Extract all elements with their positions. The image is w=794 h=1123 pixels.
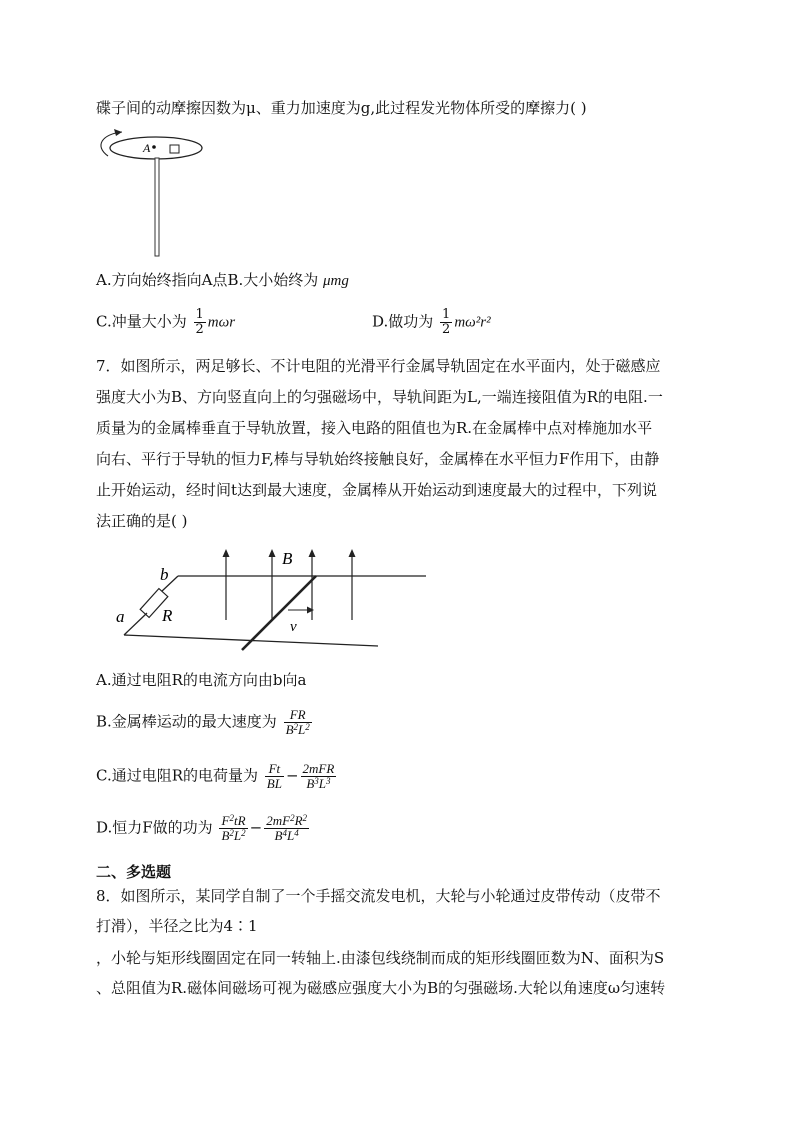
fraction: $\frac{1}{2}$	[442, 307, 451, 337]
label-b: b	[160, 565, 169, 584]
q7-line-5: 止开始运动，经时间t达到最大速度，金属棒从开始运动到速度最大的过程中，下列说	[96, 481, 658, 499]
q7-line-4: 向右、平行于导轨的恒力F,棒与导轨始终接触良好，金属棒在水平恒力F作用下，由静	[96, 450, 660, 468]
q7-option-b: B.金属棒运动的最大速度为 $\frac{FR}{B^2L^2}$	[96, 707, 310, 737]
fraction: $\frac{FR}{B^2L^2}$	[285, 707, 310, 737]
q8-line-3: ，小轮与矩形线圈固定在同一转轴上.由漆包线绕制而成的矩形线圈匝数为N、面积为S	[96, 949, 665, 967]
q6-turntable-figure	[94, 128, 214, 260]
q8-line-1: 8．如图所示，某同学自制了一个手摇交流发电机，大轮与小轮通过皮带传动（皮带不	[96, 887, 661, 905]
point-a-label: A	[143, 141, 151, 155]
fraction: $\frac{2mF^2R^2}{B^4L^4}$	[266, 813, 308, 843]
q7-line-2: 强度大小为B、方向竖直向上的匀强磁场中，导轨间距为L,一端连接阻值为R的电阻.一	[96, 388, 663, 406]
q6-option-c: C.冲量大小为 $\frac{1}{2}$ mωr	[96, 307, 236, 337]
label-r: R	[162, 606, 173, 625]
q6-option-b-expr: μmg	[323, 273, 349, 289]
fraction: $\frac{F^2tR}{B^2L^2}$	[221, 813, 246, 843]
q8-line-2: 打滑），半径之比为4∶1	[96, 917, 258, 935]
q7-line-3: 质量为的金属棒垂直于导轨放置，接入电路的阻值也为R.在金属棒中点对棒施加水平	[96, 419, 653, 437]
q7-rail-figure	[112, 540, 432, 652]
fraction: $\frac{Ft}{BL}$	[266, 761, 282, 791]
q7-option-a: A.通过电阻R的电流方向由b向a	[96, 671, 307, 689]
q7-option-c: C.通过电阻R的电荷量为 $\frac{Ft}{BL}$ − $\frac{\text{2mFR}}{B^3L^3}$	[96, 761, 335, 791]
q7-option-d: D.恒力F做的功为 $\frac{F^2tR}{B^2L^2}$ − $\frac{2mF^2R^2}{B^4L^4}$	[96, 813, 308, 843]
q6-option-b-prefix: B.大小始终为	[227, 271, 319, 289]
section-title-multiple-choice: 二、多选题	[96, 863, 172, 881]
fraction: $\frac{\text{2mFR}}{B^3L^3}$	[302, 761, 335, 791]
label-field-b: B	[282, 549, 293, 568]
label-velocity: v	[290, 619, 297, 635]
q7-line-1: 7．如图所示，两足够长、不计电阻的光滑平行金属导轨固定在水平面内，处于磁感应	[96, 357, 661, 375]
q6-option-a: A.方向始终指向A点	[96, 271, 228, 289]
q7-line-6: 法正确的是( )	[96, 512, 188, 530]
q6-stem: 碟子间的动摩擦因数为μ、重力加速度为g,此过程发光物体所受的摩擦力( )	[96, 99, 587, 117]
q8-line-4: 、总阻值为R.磁体间磁场可视为磁感应强度大小为B的匀强磁场.大轮以角速度ω匀速转	[96, 979, 666, 997]
q6-option-d: D.做功为 $\frac{1}{2}$ mω²r²	[372, 307, 491, 337]
fraction: $\frac{1}{2}$	[195, 307, 204, 337]
q6-options-ab	[96, 270, 349, 291]
label-a: a	[116, 607, 125, 626]
